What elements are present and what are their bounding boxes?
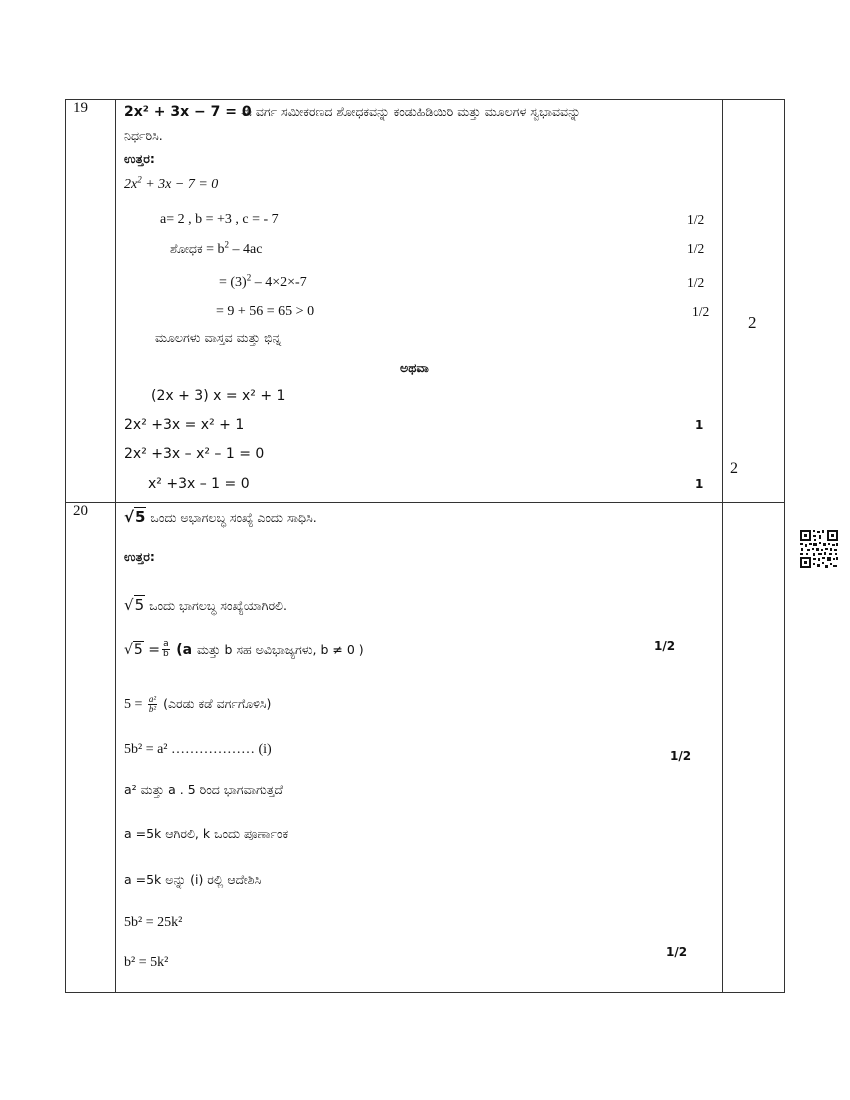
mark: 1/2 [666,945,688,959]
conclusion: ಮೂಲಗಳು ವಾಸ್ತವ ಮತ್ತು ಭಿನ್ನ [155,330,282,345]
discriminant-formula: = b [202,242,225,257]
qr-code-icon [799,529,839,569]
mark: 1 [695,418,704,432]
fraction-denominator: b [163,649,169,660]
substitution-step: = $(3)^2 - 4\times 2\times-7$ [219,272,307,290]
equation-25k: 5b² = 25k² [124,915,183,930]
table-column-divider-2 [722,99,723,993]
mark: 1/2 [687,212,705,227]
fraction-numerator: a [163,639,169,649]
alternative-equation: (2x + 3) x = x² + 1 [151,388,286,404]
table-border-left [65,99,66,993]
table-row-divider [65,502,785,503]
mark: 1 [695,477,704,491]
sqrt-symbol: √5 [124,508,146,526]
discriminant-line: ಶೋಧಕ = $b^2 - 4ac$ [170,239,263,257]
sqrt-symbol: √5 [124,596,145,614]
square-step [124,695,271,715]
substitution-statement: a =5k ಅನ್ನು (i) ರಲ್ಲಿ ಆದೇಶಿಸಿ [124,872,262,887]
mark: 1/2 [670,749,692,763]
discriminant-label: ಶೋಧಕ [170,241,203,256]
fraction-denominator: b² [148,704,157,715]
substitution-a: = (3) [219,275,247,290]
table-border-top [65,99,785,100]
coprime-prefix: (a [176,641,197,658]
assumption-text: ಒಂದು ಭಾಗಲಬ್ಧ ಸಂಖ್ಯೆಯಾಗಿರಲಿ. [145,598,287,613]
equation: $2x^2 + 3x - 7 = 0$ [124,174,219,192]
question-text: ಈ ವರ್ಗ ಸಮೀಕರಣದ ಶೋಧಕವನ್ನು ಕಂಡುಹಿಡಿಯಿರಿ ಮತ್ತು ಮೂಲಗಳ ಸ್ವಭಾವವನ್ನು [241,104,581,119]
square-lhs: 5 = [124,697,146,713]
coefficients: a= 2 , b = +3 , c = - 7 [160,212,279,227]
alternative-step: 2x² +3x – x² – 1 = 0 [124,446,265,462]
equation-lhs: 2x [124,177,138,192]
sqrt-symbol: √5 [124,641,143,658]
fraction-numerator: a² [148,694,157,704]
coprime-condition: ಮತ್ತು b ಸಹ ಅವಿಭಾಜ್ಯಗಳು, b ≠ 0 ) [196,641,364,657]
mark: 1/2 [654,639,676,653]
radicand: 5 [135,508,146,526]
answer-label: ಉತ್ತರ: [124,549,155,564]
divisibility-statement: a² ಮತ್ತು a . 5 ರಿಂದ ಭಾಗವಾಗುತ್ತದೆ [124,782,284,797]
alternative-total-marks: 2 [730,460,738,477]
table-column-divider-1 [115,99,116,993]
fraction-a2-over-b2 [148,695,157,715]
alternative-step: 2x² +3x = x² + 1 [124,417,245,433]
alternative-step: x² +3x – 1 = 0 [148,476,250,492]
assumption [124,598,287,613]
table-border-right [784,99,785,993]
equation-i: 5b² = a² ……………… (i) [124,742,272,757]
mark: 1/2 [687,241,705,256]
question-number: 19 [73,100,88,116]
table-border-bottom [65,992,785,993]
evaluation-step: = 9 + 56 = 65 > 0 [216,304,315,319]
fraction-step: √5 = $\frac{a}{b}$ (a ಮತ್ತು b ಸಹ ಅವಿಭಾಜ್ಯಗಳು, b ≠ 0 ) [124,639,364,660]
fraction-a-over-b [162,640,170,660]
substitution-b: – 4×2×-7 [251,275,307,290]
question-text-continued: ನಿರ್ಧರಿಸಿ. [124,128,163,143]
equation-rhs: + 3x − 7 = 0 [141,177,219,192]
discriminant-formula-rest: – 4ac [229,242,263,257]
total-marks: 2 [748,313,757,332]
mark: 1/2 [687,275,705,290]
question-statement: ಒಂದು ಅಭಾಗಲಬ್ಧ ಸಂಖ್ಯೆ ಎಂದು ಸಾಧಿಸಿ. [146,510,317,525]
radicand: 5 [133,641,143,658]
radicand: 5 [134,596,145,614]
equation-5k: b² = 5k² [124,955,169,970]
mark: 1/2 [692,304,710,319]
question-equation: 2x² + 3x − 7 = 0 [124,104,252,120]
answer-label: ಉತ್ತರ: [124,151,155,166]
question-text [124,510,317,525]
question-number: 20 [73,503,88,519]
or-label: ಅಥವಾ [400,360,429,375]
square-note: (ಎರಡು ಕಡೆ ವರ್ಗಗೊಳಿಸಿ) [159,696,272,712]
let-k-statement: a =5k ಆಗಿರಲಿ, k ಒಂದು ಪೂರ್ಣಾಂಕ [124,826,289,841]
